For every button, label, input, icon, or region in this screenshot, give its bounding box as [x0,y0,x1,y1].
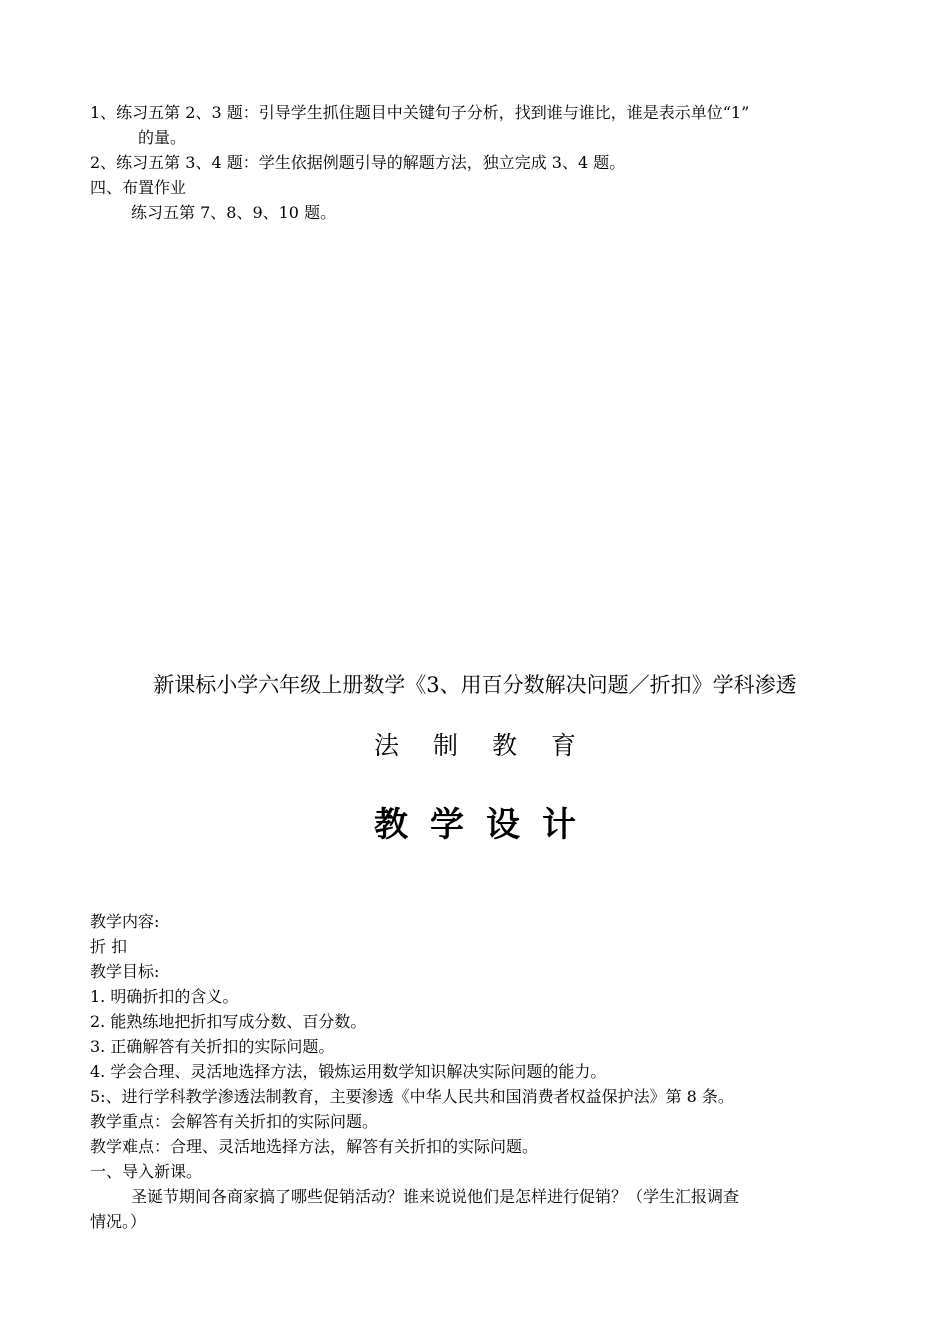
document-subtitle: 法制教育 [373,731,610,760]
content-value: 折 扣 [90,937,128,956]
section-4-heading: 四、布置作业 [90,178,187,197]
section-1-heading: 一、导入新课。 [90,1162,203,1181]
goal-item: 1. 明确折扣的含义。 [90,987,239,1006]
practice-item-2: 2、练习五第 3、4 题：学生依据例题引导的解题方法，独立完成 3、4 题。 [90,153,626,172]
goal-item: 3. 正确解答有关折扣的实际问题。 [90,1037,335,1056]
intro-paragraph-line-2: 情况。） [90,1212,147,1231]
goals-label: 教学目标: [90,962,160,981]
practice-item-1-line-1: 1、练习五第 2、3 题：引导学生抓住题目中关键句子分析，找到谁与谁比，谁是表示单位“1” [90,103,750,122]
goal-item: 5:、进行学科教学渗透法制教育，主要渗透《中华人民共和国消费者权益保护法》第 8 条。 [90,1087,734,1106]
goal-item: 4. 学会合理、灵活地选择方法，锻炼运用数学知识解决实际问题的能力。 [90,1062,607,1081]
difficulty: 教学难点：合理、灵活地选择方法，解答有关折扣的实际问题。 [90,1137,539,1156]
document-heading: 教学设计 [374,805,598,845]
practice-item-1-line-2: 的量。 [138,128,187,147]
document-title: 新课标小学六年级上册数学《3、用百分数解决问题／折扣》学科渗透 [153,673,797,697]
key-point: 教学重点：会解答有关折扣的实际问题。 [90,1112,379,1131]
content-label: 教学内容: [90,912,160,931]
homework-text: 练习五第 7、8、9、10 题。 [131,203,337,222]
intro-paragraph-line-1: 圣诞节期间各商家搞了哪些促销活动？谁来说说他们是怎样进行促销？（学生汇报调查 [131,1187,740,1206]
goal-item: 2. 能熟练地把折扣写成分数、百分数。 [90,1012,367,1031]
